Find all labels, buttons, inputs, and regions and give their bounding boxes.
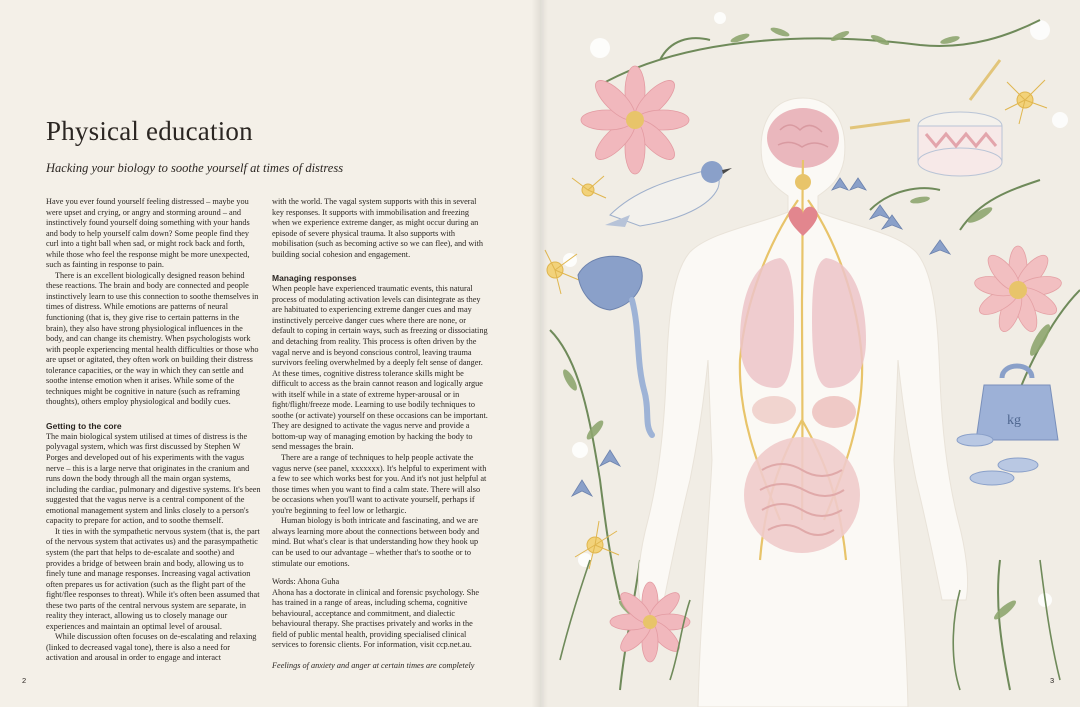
folio-right: 3 [1050, 676, 1055, 685]
brainstem-node [795, 174, 811, 190]
page-subtitle: Hacking your biology to soothe yourself at times of distress [46, 161, 344, 175]
pullquote-line: Feelings of anxiety and anger at certain times are completely [272, 660, 475, 670]
page-title: Physical education [46, 116, 253, 146]
paragraph: When people have experienced traumatic events, this natural process of modulating activation levels can disintegrate as they are habituated to experiencing extreme danger cues and may instinctively perceive danger cues where there are none, or default to coping in certain ways, such as freezing or dissociating and detaching from reality. This process is often driven by the vagal nerve and is beyond conscious control, leaving trauma survivors feeling overwhelmed by a deeply felt sense of danger. At these times, cognitive distress tolerance skills might be difficult to access as the brain cannot reason and logically argue with itself while in a state of extreme hyper-arousal or in fight/flight/freeze mode. Learning to use bodily techniques to soothe (or activate) yourself on these occasions can be important. They are designed to activate the vagus nerve and provide a bottom-up way of managing emotion by hacking the body to send messages the brain. [272, 284, 488, 452]
section-heading: Managing responses [272, 273, 357, 284]
liver-icon [752, 396, 796, 424]
author-bio: Ahona has a doctorate in clinical and forensic psychology. She has trained in a range of areas, including schema, cognitive behavioural, acceptance and commitment, and dialectic behavioural therapy. She practises privately and works in the field of public mental health, providing specialised clinical services to forensic clients. For information, visit ccp.net.au. [272, 587, 480, 650]
spine-gutter [532, 0, 548, 707]
paragraph: The main biological system utilised at times of distress is the polyvagal system, which was first discussed by Stephen W Porges and developed out of his experiments with the vagus nerve – this is a large nerve that originates in the cranium and runs down the body through all the main organ systems, including the cardiac, pulmonary and digestive systems. It's been suggested that the vagus nerve is a central component of the emotional management system and links closely to a person's capacity to prepare for action, and to soothe themself. [46, 431, 261, 526]
paragraph: There are a range of techniques to help people activate the vagus nerve (see panel, xxxxxxx). It's helpful to experiment with a few to see which works best for you. And it's not just helpful at those times when you want to find a calm state. There will also be occasions when you'll want to activate yourself, perhaps if you're beginning to feel low or lethargic. [272, 453, 487, 515]
stomach-icon [812, 396, 856, 428]
paragraph: Have you ever found yourself feeling distressed – maybe you were upset and crying, or angry and storming around – and instinctively found yourself doing something with your hands and body to help yourself calm down? Some people find they curl into a tight ball when sad, or might rock back and forth, while those who feel the response might be more unexpected, such as fainting in response to pain. [46, 197, 250, 270]
paragraph: There is an excellent biologically designed reason behind these reactions. The brain and body are connected and people instinctively learn to use this connection to soothe themselves in times of distress. While emotions are patterns of neural functioning (that is, they give rise to certain patterns in the brain), they also have strong physiological influences in the body, and can change its chemistry. When psychologists work with people experiencing mental health difficulties or those who are upset or agitated, they often work on building their distress tolerance capacities, or the way in which they can settle and soothe intense emotion when it arises. While some of the techniques might be cognitive in nature (such as reframing thoughts), others employ physiological and bodily cues. [46, 270, 259, 407]
brain-icon [767, 108, 839, 168]
paragraph: Human biology is both intricate and fascinating, and we are always learning more about the connections between body and mind. But what's clear is that understanding how they hook up can be used to our advantage – whether that's to soothe or to stimulate our emotions. [272, 516, 480, 568]
paragraph: It ties in with the sympathetic nervous system (that is, the part of the nervous system that activates us) and the parasympathetic system (the part that helps to de-escalate and soothe) and provides a bridge of between brain and body, allowing us to finely tune and manage responses. Increasing vagal activation often prepares us for activation (such as the flight part of the fight/flee responses to threat). While it's often been assumed that these two parts of the central nervous system are separate, in reality they interact, allowing us to closely manage our experiences and maintain an optimal level of arousal. [46, 526, 260, 631]
disc-stack [957, 434, 1038, 485]
pink-flower-top-left [581, 66, 689, 174]
folio-left: 2 [22, 676, 27, 685]
bird-icon [605, 161, 732, 227]
author-credit: Words: Ahona Guha [272, 577, 340, 587]
drum-icon [850, 60, 1002, 176]
pink-flower-right [973, 246, 1063, 334]
body-illustration [540, 0, 1080, 707]
section-heading: Getting to the core [46, 420, 122, 431]
paragraph: While discussion often focuses on de-escalating and relaxing (linked to decreased vagal tone), there is also a need for activation and arousal in order to engage and interact [46, 632, 257, 663]
weight-label: kg [1007, 413, 1021, 428]
bowl-icon [578, 256, 652, 435]
intestines-icon [744, 437, 860, 553]
right-page-illustration [540, 0, 1080, 707]
paragraph: with the world. The vagal system supports with this in several key responses. It supports with immobilisation and freezing when we experience extreme danger, as might occur during an episode of severe physical trauma. It also supports with mobilisation (such as becoming active so we can flee), and with building social cohesion and engagement. [272, 197, 483, 259]
weight-icon [976, 366, 1058, 440]
article-column-2 [272, 197, 488, 671]
article-column-1 [46, 197, 262, 664]
